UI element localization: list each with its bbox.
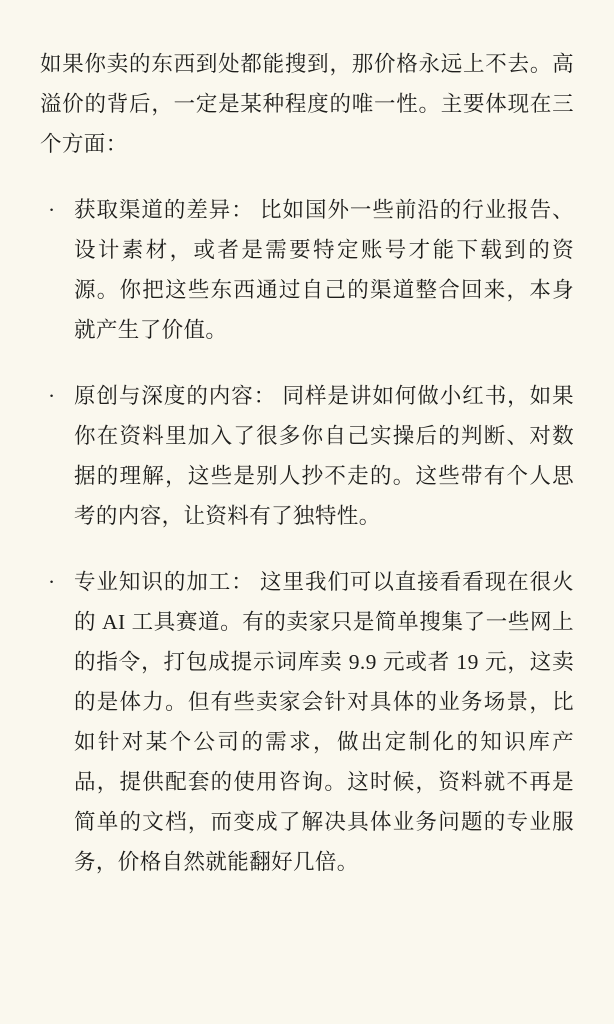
bullet-marker-icon: · bbox=[48, 198, 56, 222]
list-item-text: 同样是讲如何做小红书，如果你在资料里加入了很多你自己实操后的判断、对数据的理解，这些是别人抄不走的。这些带有个人思考的内容，让资料有了独特性。 bbox=[74, 384, 574, 528]
list-item-lead: 专业知识的加工： bbox=[74, 570, 254, 594]
list-item bbox=[40, 562, 574, 882]
intro-paragraph: 如果你卖的东西到处都能搜到，那价格永远上不去。高溢价的背后，一定是某种程度的唯一性。主要体现在三个方面： bbox=[40, 52, 574, 156]
list-item-lead: 原创与深度的内容： bbox=[74, 384, 277, 408]
list-item-lead: 获取渠道的差异： bbox=[74, 198, 254, 222]
bullet-marker-icon: · bbox=[48, 570, 56, 594]
list-item bbox=[40, 190, 574, 350]
list-item-text: 比如国外一些前沿的行业报告、设计素材，或者是需要特定账号才能下载到的资源。你把这些东西通过自己的渠道整合回来，本身就产生了价值。 bbox=[74, 198, 574, 342]
list-item-body bbox=[74, 190, 574, 350]
bullet-marker-icon: · bbox=[48, 384, 56, 408]
list-item-body bbox=[74, 376, 574, 536]
list-item-body bbox=[74, 562, 574, 882]
list-item bbox=[40, 376, 574, 536]
list-item-text: 这里我们可以直接看看现在很火的 AI 工具赛道。有的卖家只是简单搜集了一些网上的指令，打包成提示词库卖 9.9 元或者 19 元，这卖的是体力。但有些卖家会针对具体的业务场景，比如针对某个公司的需求，做出定制化的知识库产品，提供配套的使用咨询。这时候，资料就不再是简单的文档，而变成了解决具体业务问题的专业服务，价格自然就能翻好几倍。 bbox=[74, 570, 574, 874]
